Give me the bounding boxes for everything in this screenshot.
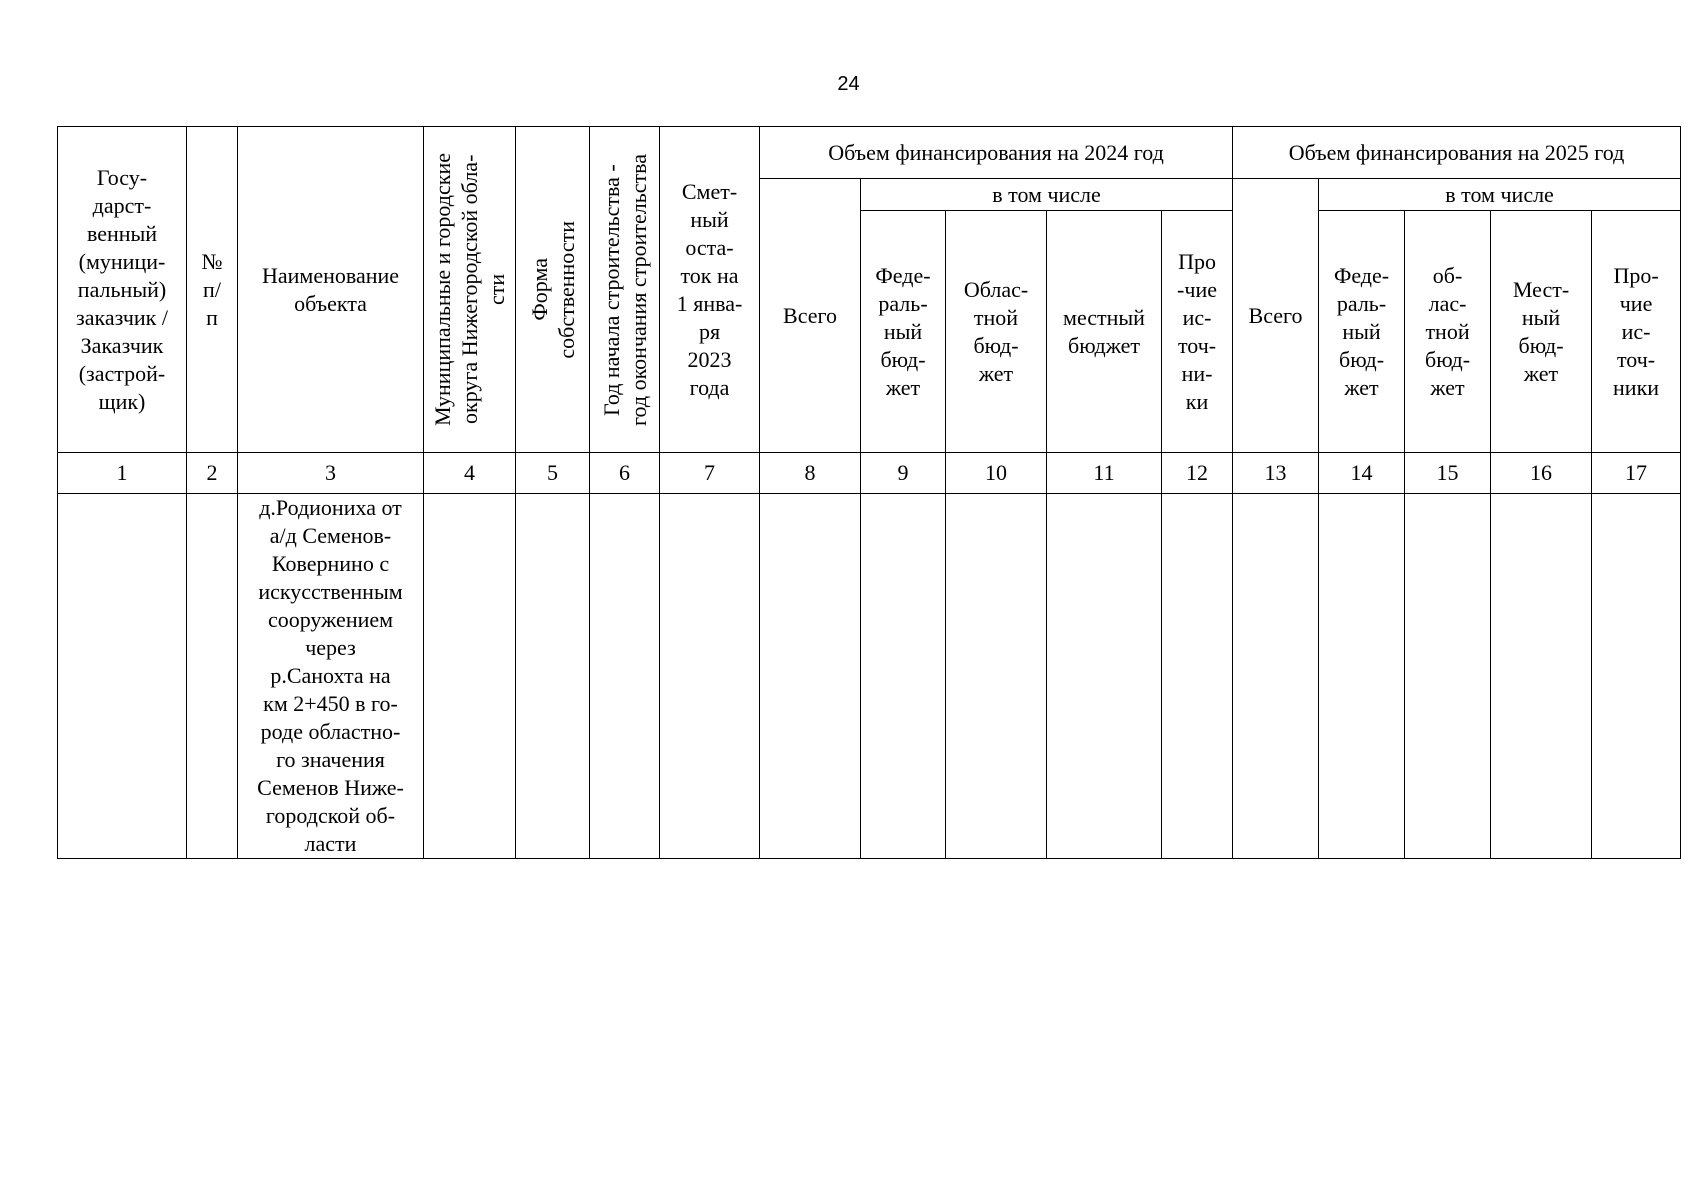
empty-cell: [1162, 494, 1233, 859]
object-name-header: Наименование объекта: [238, 127, 424, 453]
districts-header: Муниципальные и городские округа Нижегородской обла- сти: [430, 153, 509, 426]
page-number: 24: [837, 73, 860, 95]
empty-cell: [590, 494, 660, 859]
column-number: 6: [590, 453, 660, 494]
districts-header-cell: [424, 127, 516, 453]
local-2024-header: местный бюджет: [1047, 211, 1162, 453]
column-number: 4: [424, 453, 516, 494]
column-number: 11: [1047, 453, 1162, 494]
empty-cell: [424, 494, 516, 859]
empty-cell: [1233, 494, 1319, 859]
column-number: 13: [1233, 453, 1319, 494]
investment-table: [57, 126, 1681, 859]
ownership-header-cell: [516, 127, 590, 453]
other-2024-header: Про -чие ис- точ- ни- ки: [1162, 211, 1233, 453]
balance-header: Смет- ный оста- ток на 1 янва- ря 2023 года: [660, 127, 760, 453]
regional-2025-header: об- лас- тной бюд- жет: [1405, 211, 1491, 453]
funding-2024-header: Объем финансирования на 2024 год: [760, 127, 1233, 179]
column-number: 16: [1491, 453, 1592, 494]
including-2025-header: в том числе: [1319, 179, 1681, 211]
column-number: 17: [1592, 453, 1681, 494]
empty-cell: [946, 494, 1047, 859]
empty-cell: [861, 494, 946, 859]
number-header: № п/ п: [187, 127, 238, 453]
years-header: Год начала строительства - год окончания строительства: [598, 153, 651, 426]
column-number: 2: [187, 453, 238, 494]
years-header-cell: [590, 127, 660, 453]
federal-2025-header: Феде- раль- ный бюд- жет: [1319, 211, 1405, 453]
empty-cell: [516, 494, 590, 859]
empty-cell: [1405, 494, 1491, 859]
column-number: 5: [516, 453, 590, 494]
column-number: 14: [1319, 453, 1405, 494]
number-cell: [187, 494, 238, 859]
empty-cell: [1592, 494, 1681, 859]
local-2025-header: Мест- ный бюд- жет: [1491, 211, 1592, 453]
total-2025-header: Всего: [1233, 179, 1319, 453]
header-row-1: [58, 127, 1681, 179]
column-number: 12: [1162, 453, 1233, 494]
including-2024-header: в том числе: [861, 179, 1233, 211]
object-name-cell: д.Родиониха от а/д Семенов- Ковернино с искусственным сооружением через р.Санохта на км 2+450 в го- роде областно- го значения Семенов Ниже- городской об- ласти: [238, 494, 424, 859]
column-number: 15: [1405, 453, 1491, 494]
customer-header: Госу- дарст- венный (муници- пальный) заказчик / Заказчик (застрой- щик): [58, 127, 187, 453]
empty-cell: [1319, 494, 1405, 859]
column-number: 9: [861, 453, 946, 494]
funding-2025-header: Объем финансирования на 2025 год: [1233, 127, 1681, 179]
empty-cell: [660, 494, 760, 859]
column-number: 8: [760, 453, 861, 494]
federal-2024-header: Феде- раль- ный бюд- жет: [861, 211, 946, 453]
ownership-header: Форма собственности: [526, 220, 579, 359]
column-number: 10: [946, 453, 1047, 494]
column-number: 7: [660, 453, 760, 494]
table-row: [58, 494, 1681, 859]
total-2024-header: Всего: [760, 179, 861, 453]
empty-cell: [1047, 494, 1162, 859]
customer-cell: [58, 494, 187, 859]
other-2025-header: Про- чие ис- точ- ники: [1592, 211, 1681, 453]
column-number: 3: [238, 453, 424, 494]
column-number-row: [58, 453, 1681, 494]
empty-cell: [760, 494, 861, 859]
regional-2024-header: Облас- тной бюд- жет: [946, 211, 1047, 453]
empty-cell: [1491, 494, 1592, 859]
column-number: 1: [58, 453, 187, 494]
